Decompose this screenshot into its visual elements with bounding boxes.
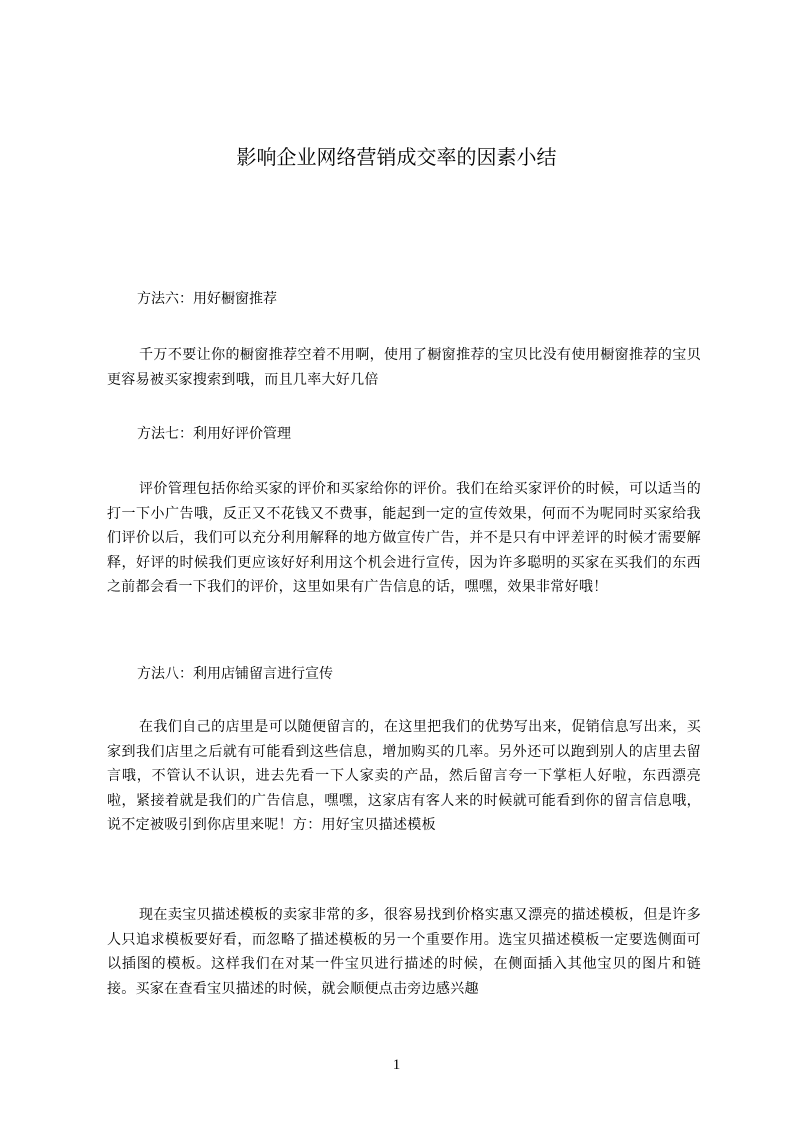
section-heading-method-7: 方法七：利用好评价管理 <box>137 426 291 442</box>
document-title: 影响企业网络营销成交率的因素小结 <box>236 145 557 169</box>
section-heading-method-8: 方法八：利用店铺留言进行宣传 <box>137 666 333 682</box>
section-paragraph-method-8: 在我们自己的店里是可以随便留言的，在这里把我们的优势写出来，促销信息写出来，买家到我们店里之后就有可能看到这些信息，增加购买的几率。另外还可以跑到别人的店里去留言哦，不管认不认识，进去先看一下人家卖的产品，然后留言夸一下掌柜人好啦，东西漂亮啦，紧接着就是我们的广告信息，嘿嘿，这家店有客人来的时候就可能看到你的留言信息哦，说不定被吸引到你店里来呢！方：用好宝贝描述模板 <box>107 719 701 833</box>
page-number: 1 <box>392 1057 401 1073</box>
section-heading-method-6: 方法六：用好橱窗推荐 <box>137 291 277 307</box>
section-paragraph-template: 现在卖宝贝描述模板的卖家非常的多，很容易找到价格实惠又漂亮的描述模板，但是许多人只追求模板要好看，而忽略了描述模板的另一个重要作用。选宝贝描述模板一定要选侧面可以插图的模板。这样我们在对某一件宝贝进行描述的时候，在侧面插入其他宝贝的图片和链接。买家在查看宝贝描述的时候，就会顺便点击旁边感兴趣 <box>107 907 701 997</box>
section-paragraph-method-7: 评价管理包括你给买家的评价和买家给你的评价。我们在给买家评价的时候，可以适当的打一下小广告哦，反正又不花钱又不费事，能起到一定的宣传效果，何而不为呢同时买家给我们评价以后，我们可以充分利用解释的地方做宣传广告，并不是只有中评差评的时候才需要解释，好评的时候我们更应该好好利用这个机会进行宣传，因为许多聪明的买家在买我们的东西之前都会看一下我们的评价，这里如果有广告信息的话，嘿嘿，效果非常好哦！ <box>107 481 701 595</box>
section-paragraph-method-6: 千万不要让你的橱窗推荐空着不用啊，使用了橱窗推荐的宝贝比没有使用橱窗推荐的宝贝更容易被买家搜索到哦，而且几率大好几倍 <box>107 347 701 388</box>
